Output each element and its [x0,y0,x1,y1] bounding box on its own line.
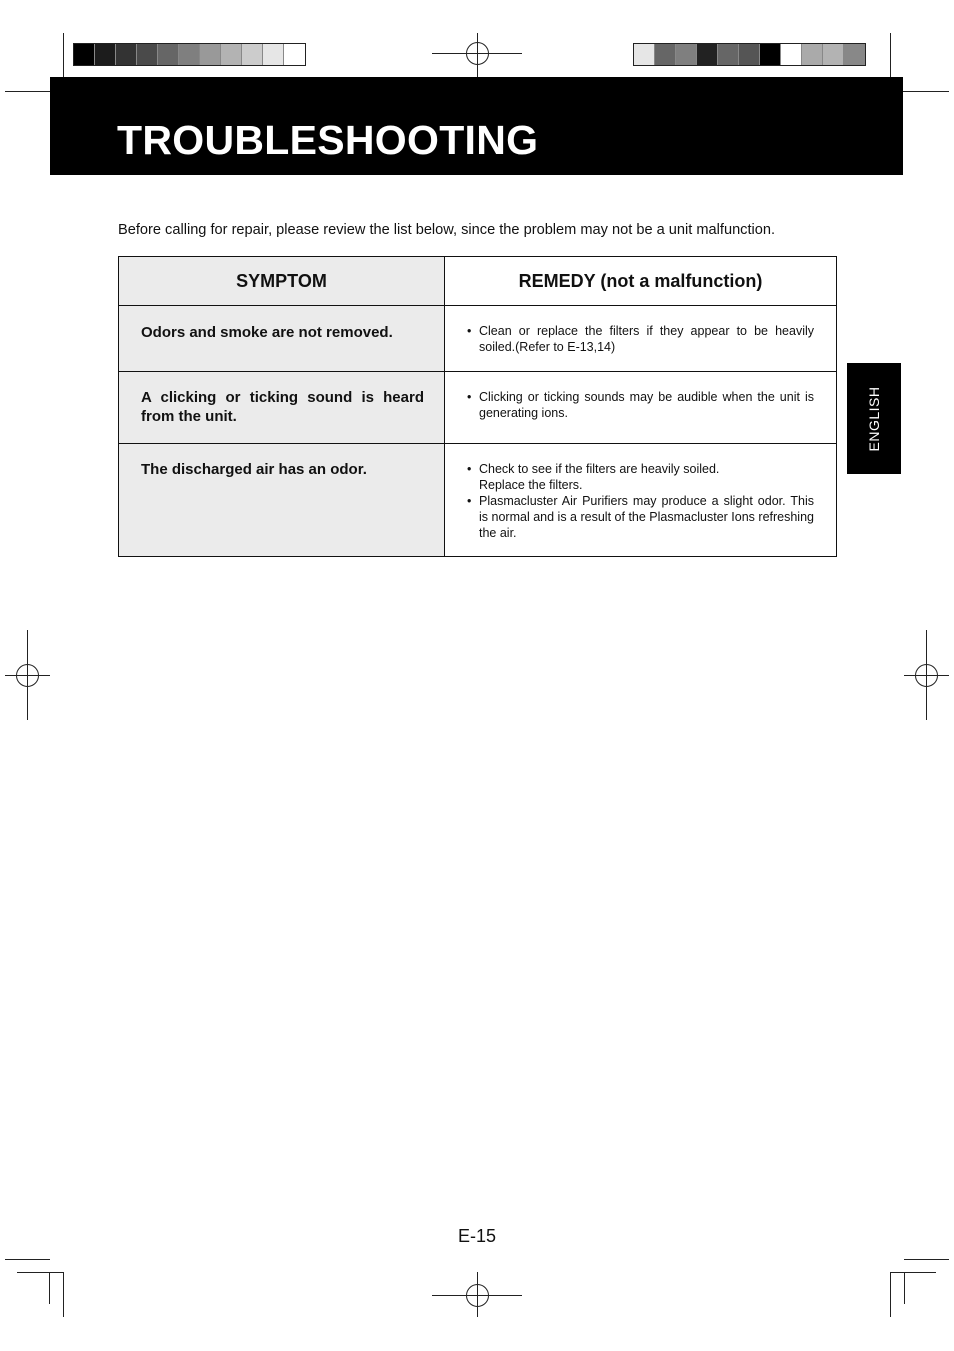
color-swatch [74,44,95,65]
color-swatch [284,44,305,65]
color-swatch [263,44,284,65]
crop-mark [890,1272,936,1273]
remedy-item [467,493,814,541]
language-tab [847,363,901,474]
color-swatch [802,44,823,65]
remedy-cell [445,444,837,557]
color-swatch [95,44,116,65]
color-swatch [655,44,676,65]
color-calibration-bar-left [73,43,306,66]
intro-text: Before calling for repair, please review the list below, since the problem may not be a unit malfunction. [118,222,776,238]
crop-mark [903,91,949,92]
color-swatch [242,44,263,65]
page-number: E-15 [457,1226,497,1246]
color-swatch [718,44,739,65]
remedy-text: Plasmacluster Air Purifiers may produce a slight odor. This is normal and is a result of the Plasmacluster Ions refreshing the air. [479,494,814,540]
color-swatch [634,44,655,65]
color-swatch [158,44,179,65]
table-header-row [119,257,837,306]
color-swatch [221,44,242,65]
troubleshooting-table [118,256,837,557]
color-swatch [200,44,221,65]
remedy-cell [445,372,837,444]
symptom-column-header: SYMPTOM [119,257,445,306]
color-swatch [137,44,158,65]
bullet-icon: • [467,494,472,508]
table-row [119,444,837,557]
crop-mark [5,91,50,92]
color-swatch [823,44,844,65]
registration-mark [466,42,489,65]
crop-mark [49,1272,50,1304]
page-title: TROUBLESHOOTING [117,117,539,163]
remedy-text: Replace the filters. [479,478,583,492]
crop-mark [904,1259,949,1260]
bullet-icon: • [467,462,472,476]
bullet-icon: • [467,324,472,338]
crop-mark [63,33,64,77]
symptom-cell: The discharged air has an odor. [119,444,445,557]
remedy-item [467,461,814,493]
remedy-item [467,389,814,421]
remedy-item [467,323,814,355]
table-row [119,306,837,372]
registration-mark [466,1284,489,1307]
symptom-cell: A clicking or ticking sound is heard from the unit. [119,372,445,444]
color-swatch [844,44,865,65]
table-row [119,372,837,444]
remedy-text: Clicking or ticking sounds may be audible when the unit is generating ions. [479,390,814,420]
crop-mark [63,1272,64,1317]
remedy-text: Check to see if the filters are heavily soiled. [479,462,720,476]
registration-mark [16,664,39,687]
symptom-cell: Odors and smoke are not removed. [119,306,445,372]
color-swatch [116,44,137,65]
color-swatch [781,44,802,65]
color-swatch [697,44,718,65]
color-swatch [179,44,200,65]
crop-mark [890,1272,891,1317]
color-swatch [739,44,760,65]
remedy-cell [445,306,837,372]
color-swatch [760,44,781,65]
crop-mark [904,1272,905,1304]
color-swatch [676,44,697,65]
crop-mark [17,1272,63,1273]
title-band [50,77,903,175]
crop-mark [890,33,891,77]
language-tab-label: ENGLISH [866,386,882,451]
bullet-icon: • [467,390,472,404]
remedy-column-header: REMEDY (not a malfunction) [445,257,837,306]
crop-mark [5,1259,50,1260]
registration-mark [915,664,938,687]
color-calibration-bar-right [633,43,866,66]
remedy-text: Clean or replace the filters if they appear to be heavily soiled.(Refer to E-13,14) [479,324,814,354]
